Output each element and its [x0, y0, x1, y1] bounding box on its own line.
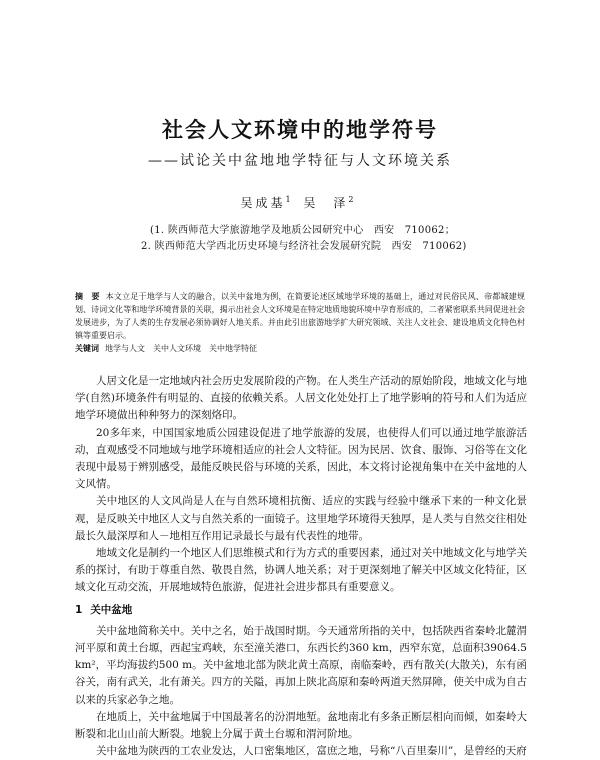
- author-affiliation-mark: 2: [348, 195, 354, 204]
- section-number: 1: [75, 603, 83, 616]
- body-paragraph: 关中盆地为陕西的工农业发达，人口密集地区，富庶之地，号称“八百里秦川”，是曾经的天府: [96, 745, 527, 758]
- author-name: 吴 泽: [303, 196, 349, 210]
- section-title: 关中盆地: [90, 603, 133, 616]
- abstract-text: 本文立足于地学与人文的融合，以关中盆地为例，在简要论述区域地学环境的基础上，通过对民俗民风、帝都城建规划、诗词文化等和地学环境背景的关联，揭示出社会人文环境是在特定地质地貌环境中孕育形成的，二者紧密联系共同促进社会发展进步，为了人类的生存发展必须协调好人地关系。并由此引出旅游地学扩大研究领域、关注人文社会、建设地质文化特色村镇等重要启示。: [75, 292, 526, 340]
- paper-title: 社会人文环境中的地学符号: [162, 118, 438, 142]
- keywords-text: 地学与人文 关中人文环境 关中地学特征: [105, 344, 257, 353]
- keywords: [75, 342, 525, 355]
- abstract-label: 摘 要: [75, 292, 100, 301]
- body-paragraph: 关中盆地简称关中。关中之名，始于战国时期。今天通常所指的关中，包括陕西省秦岭北麓渭河平原和黄土台塬，西起宝鸡峡，东至潼关港口，东西长约360 km，西窄东宽，总面积39064.5 km²，平均海拔约500 m。关中盆地北部为陕北黄土高原，南临秦岭，西有散关(大散关)，东有函谷关，南有武关，北有萧关。四方的关隘，再加上陕北高原和秦岭两道天然屏障，使关中成为自古以来的兵家必争之地。: [75, 624, 527, 706]
- paper-subtitle: ——试论关中盆地地学特征与人文环境关系: [148, 153, 452, 169]
- author-name: 吴成基: [240, 196, 286, 210]
- body-paragraph: 关中地区的人文风尚是人在与自然环境相抗衡、适应的实践与经验中继承下来的一种文化景观，是反映关中地区人文与自然关系的一面镜子。这里地学环境得天独厚，是人类与自然交往相处最长久最深厚和人－地相互作用记录最长与最有代表性的地带。: [75, 495, 527, 542]
- affiliation-line: 2. 陕西师范大学西北历史环境与经济社会发展研究院 西安 710062): [141, 241, 467, 252]
- section-heading: [75, 602, 527, 619]
- body-text: [75, 373, 527, 760]
- author-line: [0, 194, 600, 211]
- body-paragraph: 地域文化是制约一个地区人们思维模式和行为方式的重要因素，通过对关中地域文化与地学关系的探讨，有助于尊重自然、敬畏自然，协调人地关系；对于更深刻地了解关中区域文化特征，区域文化互动交流，开展地域特色旅游，促进社会进步都具有重要意义。: [75, 547, 527, 594]
- body-paragraph: 在地质上，关中盆地属于中国最著名的汾渭地堑。盆地南北有多条正断层相向而倾，如秦岭大断裂和北山山前大断裂。地貌上分属于黄土台塬和渭河阶地。: [75, 710, 527, 741]
- author-affiliation-mark: 1: [285, 195, 291, 204]
- affiliation-line: (1. 陕西师范大学旅游地学及地质公园研究中心 西安 710062；: [150, 225, 455, 236]
- body-paragraph: 20多年来，中国国家地质公园建设促进了地学旅游的发展，也使得人们可以通过地学旅游活动，直观感受不同地域与地学环境相适应的社会人文特征。因为民居、饮食、服饰、习俗等在文化表现中最易于辨别感受，最能反映民俗与环境的关系，因此，本文将讨论视角集中在关中盆地的人文风情。: [75, 426, 527, 491]
- abstract: [75, 290, 525, 342]
- keywords-label: 关键词: [75, 344, 99, 353]
- abstract-block: [75, 290, 525, 355]
- body-paragraph: 人居文化是一定地域内社会历史发展阶段的产物。在人类生产活动的原始阶段，地域文化与地学(自然)环境条件有明显的、直接的依赖关系。人居文化处处打上了地学影响的符号和人们为适应地学环境做出种种努力的深刻烙印。: [75, 375, 527, 422]
